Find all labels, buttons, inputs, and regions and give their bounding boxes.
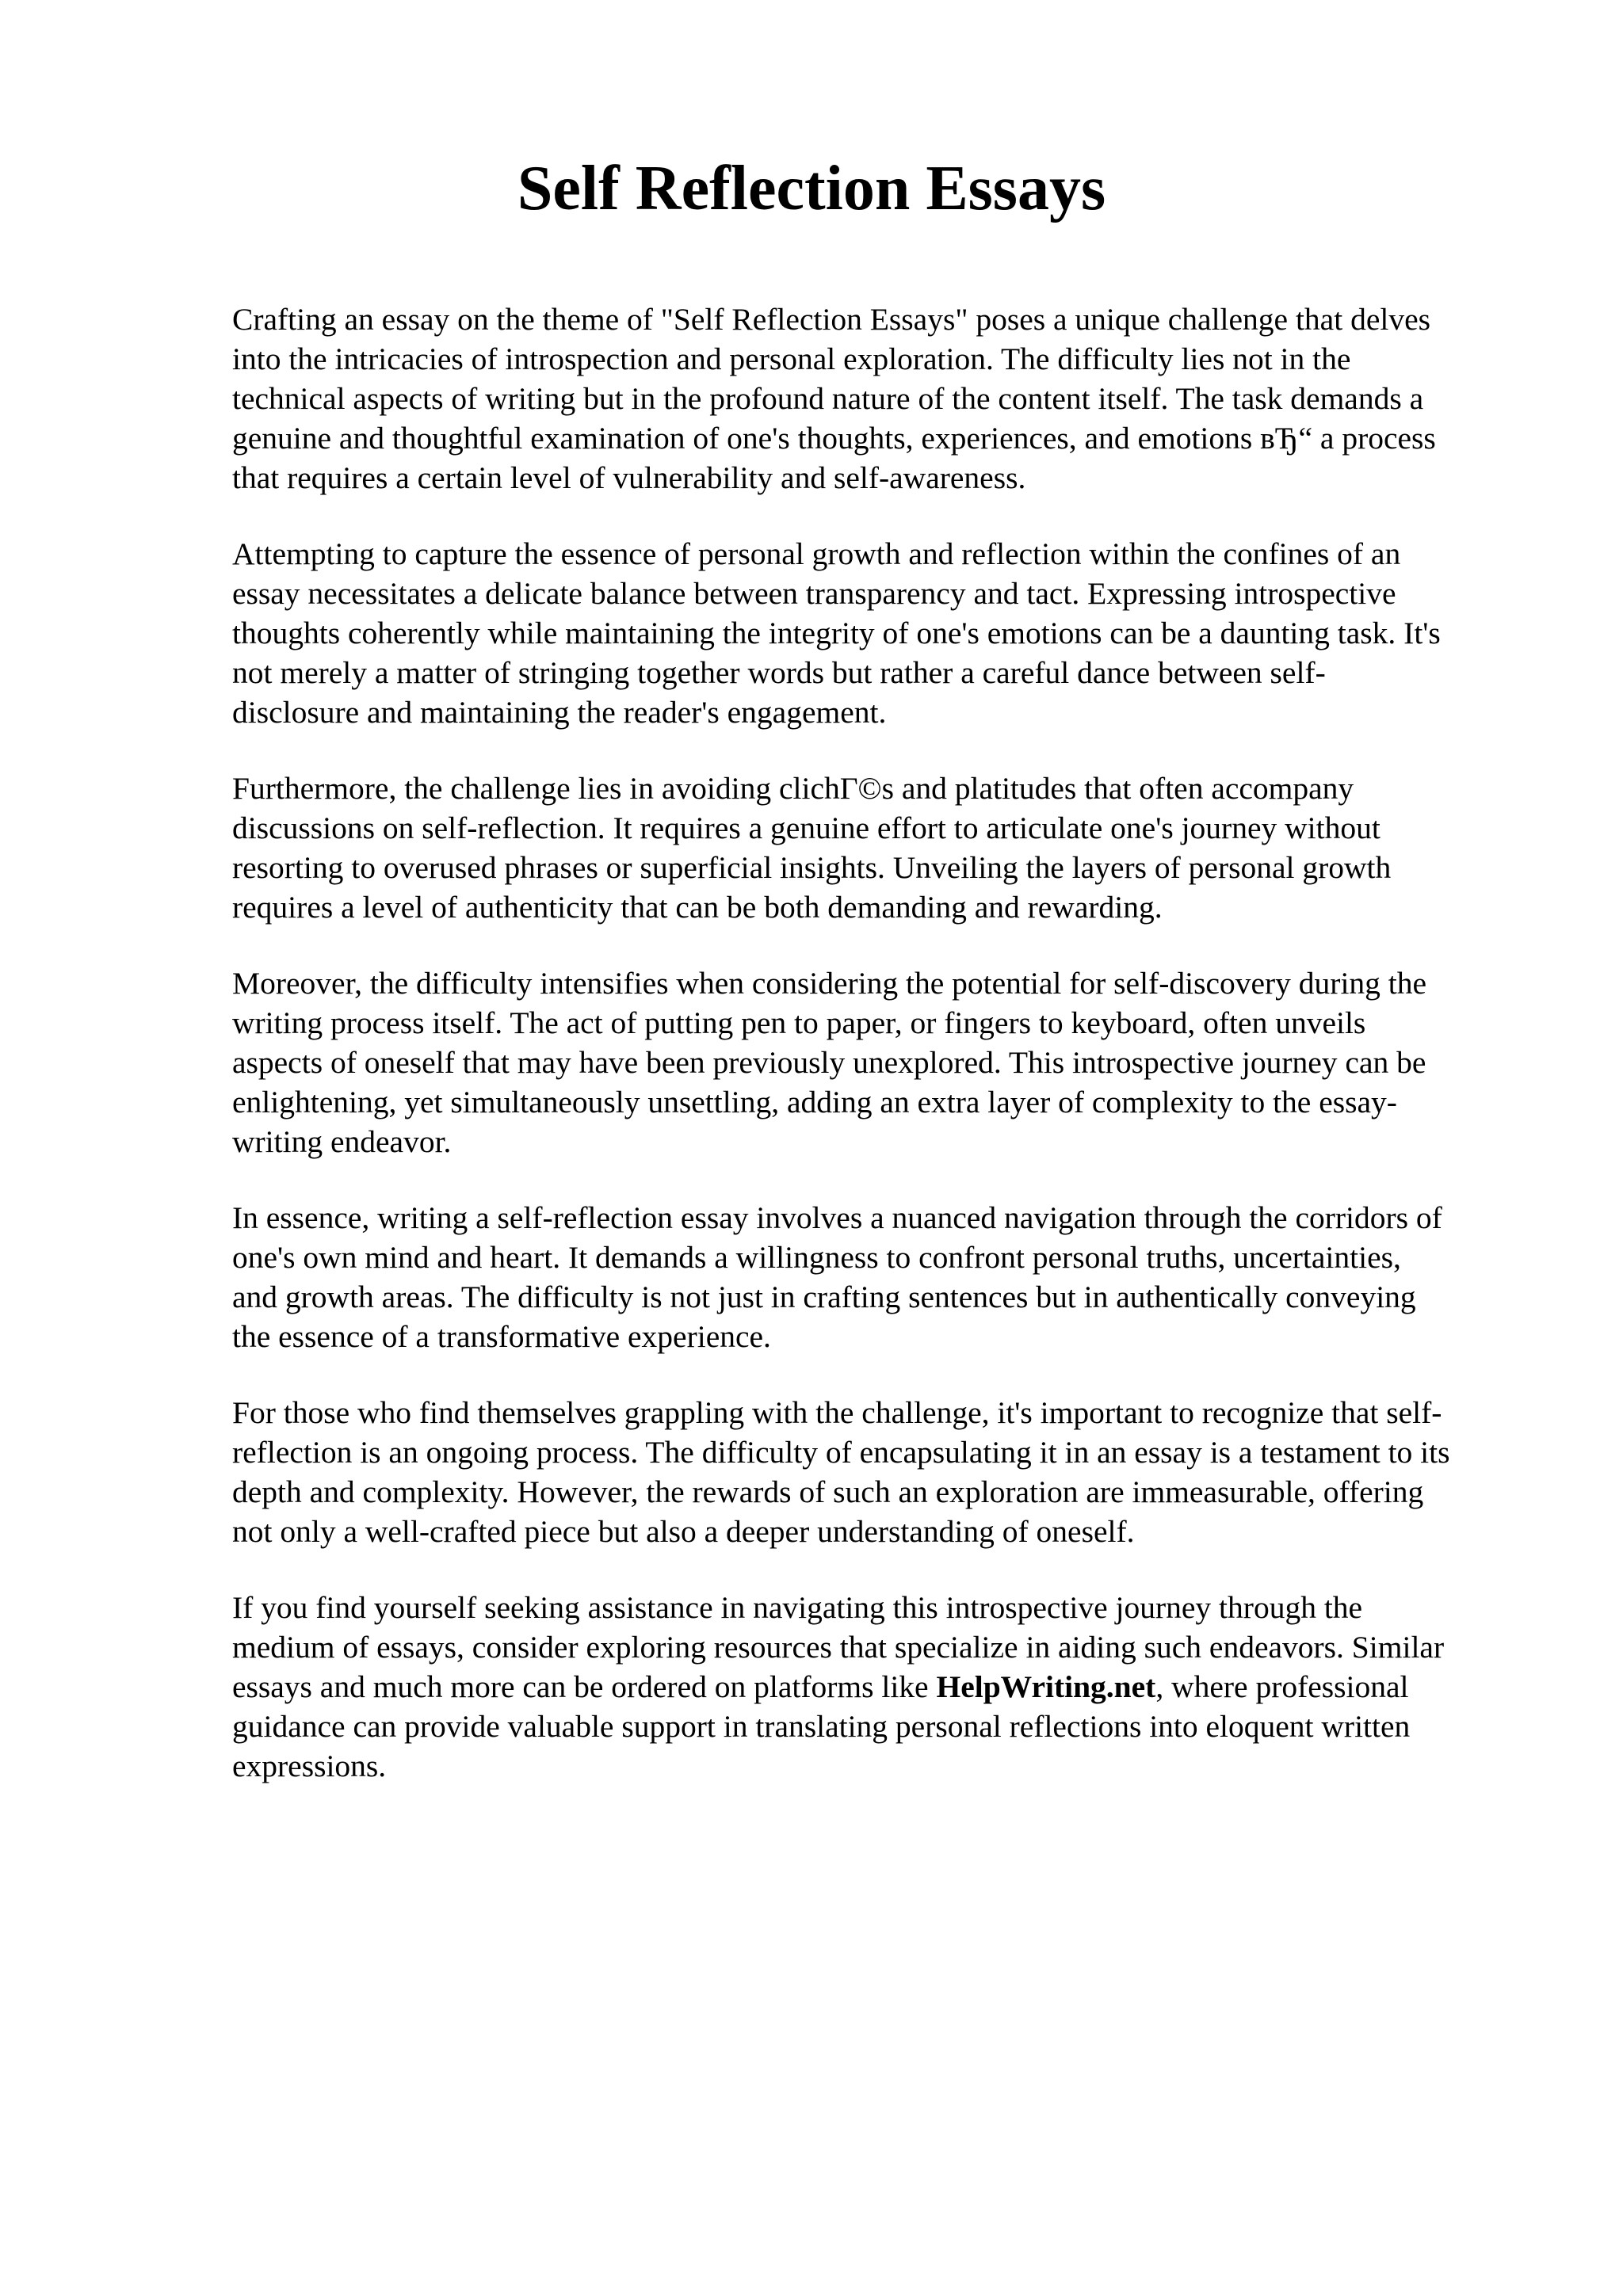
text-line: Attempting to capture the essence of personal growth and reflection within the confines of an [232,536,1401,571]
paragraph-2 [232,534,1532,732]
text-line: aspects of oneself that may have been previously unexplored. This introspective journey can be [232,1045,1426,1080]
helpwriting-link[interactable]: HelpWriting.net [936,1669,1156,1704]
paragraph-3 [232,769,1532,927]
text-line: discussions on self-reflection. It requires a genuine effort to articulate one's journey without [232,810,1381,845]
text-line: genuine and thoughtful examination of one's thoughts, experiences, and emotions вЂ“ a process [232,421,1436,456]
text-line: disclosure and maintaining the reader's engagement. [232,695,887,730]
text-line: thoughts coherently while maintaining the integrity of one's emotions can be a daunting task. It's [232,616,1441,650]
paragraph-5 [232,1198,1532,1356]
text-line: expressions. [232,1749,387,1783]
text-line: If you find yourself seeking assistance in navigating this introspective journey through the [232,1590,1363,1625]
text-segment: essays and much more can be ordered on platforms like [232,1669,937,1704]
text-line: one's own mind and heart. It demands a willingness to confront personal truths, uncertainties, [232,1240,1401,1275]
text-line [232,1667,1532,1707]
text-line: the essence of a transformative experience. [232,1319,771,1354]
text-segment: , where professional [1155,1669,1409,1704]
text-line: resorting to overused phrases or superficial insights. Unveiling the layers of personal growth [232,850,1392,885]
text-line: into the intricacies of introspection and personal exploration. The difficulty lies not in the [232,341,1351,376]
text-line: essay necessitates a delicate balance between transparency and tact. Expressing introspective [232,576,1396,611]
essay-body [232,299,1532,1822]
text-line: Furthermore, the challenge lies in avoiding clichГ©s and platitudes that often accompany [232,771,1354,806]
text-line: writing process itself. The act of putting pen to paper, or fingers to keyboard, often unveils [232,1005,1366,1040]
text-line: writing endeavor. [232,1124,452,1159]
text-line: For those who find themselves grappling with the challenge, it's important to recognize that self- [232,1395,1442,1430]
text-line: guidance can provide valuable support in translating personal reflections into eloquent written [232,1709,1411,1744]
text-line: requires a level of authenticity that can be both demanding and rewarding. [232,890,1163,925]
text-line: Crafting an essay on the theme of "Self Reflection Essays" poses a unique challenge that delves [232,302,1430,337]
text-line: not only a well-crafted piece but also a deeper understanding of oneself. [232,1514,1135,1549]
text-line: depth and complexity. However, the rewards of such an exploration are immeasurable, offering [232,1474,1424,1509]
text-line: enlightening, yet simultaneously unsettling, adding an extra layer of complexity to the essay- [232,1085,1397,1119]
text-line: not merely a matter of stringing together words but rather a careful dance between self- [232,655,1326,690]
paragraph-7 [232,1588,1532,1786]
text-line: and growth areas. The difficulty is not just in crafting sentences but in authentically conveying [232,1280,1416,1314]
text-line: reflection is an ongoing process. The difficulty of encapsulating it in an essay is a testament to its [232,1435,1450,1470]
paragraph-4 [232,963,1532,1161]
text-line: that requires a certain level of vulnerability and self-awareness. [232,460,1026,495]
text-line: In essence, writing a self-reflection essay involves a nuanced navigation through the corridors of [232,1200,1442,1235]
paragraph-1 [232,299,1532,498]
paragraph-6 [232,1393,1532,1551]
text-line: Moreover, the difficulty intensifies when considering the potential for self-discovery during the [232,966,1427,1001]
page-title: Self Reflection Essays [517,154,1106,223]
text-line: medium of essays, consider exploring resources that specialize in aiding such endeavors. Similar [232,1630,1445,1665]
text-line: technical aspects of writing but in the profound nature of the content itself. The task demands a [232,381,1424,416]
